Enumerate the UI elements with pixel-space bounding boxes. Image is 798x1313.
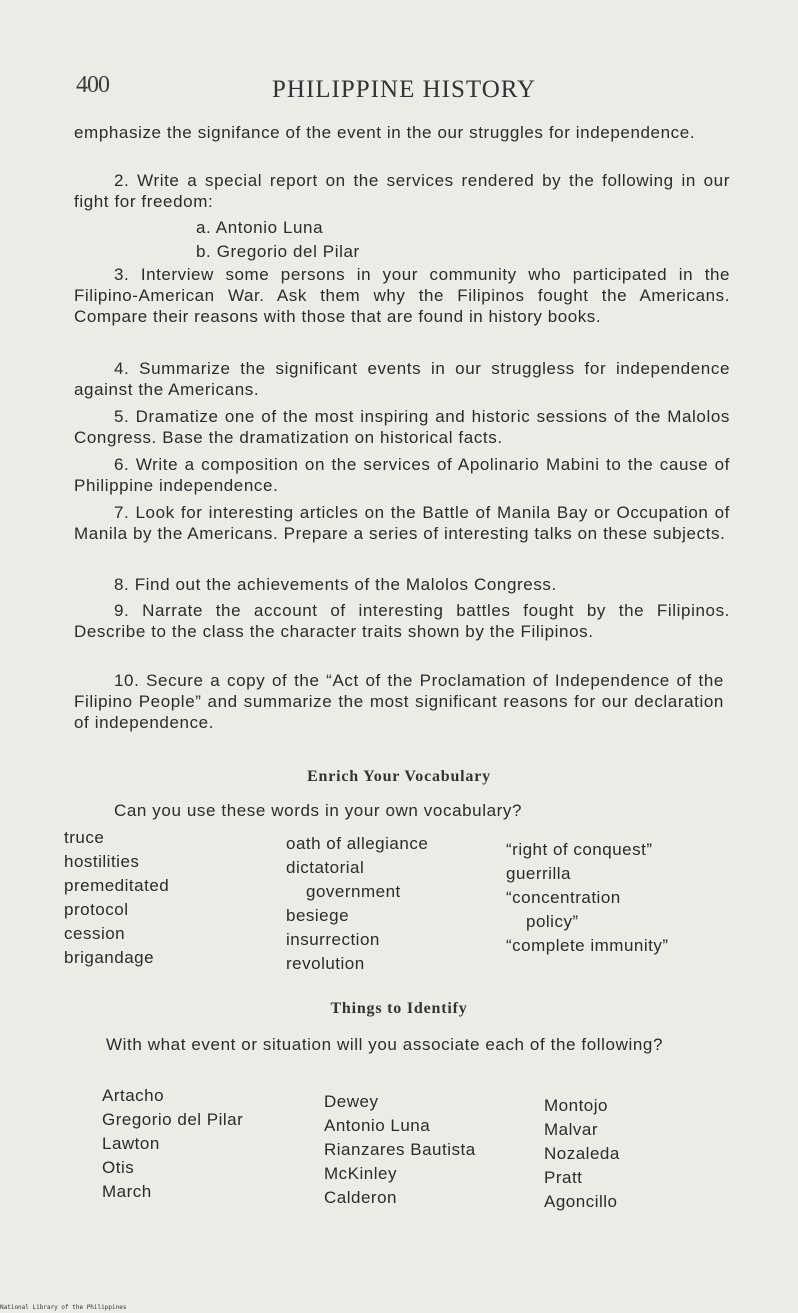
running-title: PHILIPPINE HISTORY [272, 76, 537, 103]
identify-term: Nozaleda [544, 1144, 620, 1163]
identify-term: March [102, 1182, 152, 1201]
identify-heading: Things to Identify [330, 1000, 468, 1017]
vocabulary-word: revolution [286, 954, 365, 973]
identify-column-2 [324, 1090, 476, 1210]
exercise-item-10: 10. Secure a copy of the “Act of the Proclamation of Independence of the Filipino People” and summarize the most significant reasons for our declaration of independence. [74, 671, 724, 732]
identify-term: Rianzares Bautista [324, 1140, 476, 1159]
identify-term: Otis [102, 1158, 135, 1177]
exercise-item-2a: a. Antonio Luna [196, 218, 324, 237]
identify-prompt: With what event or situation will you associate each of the following? [106, 1035, 663, 1054]
identify-term: Dewey [324, 1092, 379, 1111]
vocabulary-column-3 [506, 838, 669, 958]
exercise-item-4: 4. Summarize the significant events in our struggless for independence against the Americans. [74, 359, 730, 399]
exercise-item-3: 3. Interview some persons in your community who participated in the Filipino-American War. Ask them why the Filipinos fought the Americans. Compare their reasons with those that are found in history books. [74, 265, 730, 326]
identify-term: McKinley [324, 1164, 397, 1183]
exercise-item-6: 6. Write a composition on the services of Apolinario Mabini to the cause of Philippine independence. [74, 455, 730, 495]
vocabulary-word: cession [64, 924, 126, 943]
exercise-item-9: 9. Narrate the account of interesting battles fought by the Filipinos. Describe to the class the character traits shown by the Filipinos. [74, 601, 730, 641]
library-credit: National Library of the Philippines [0, 1304, 127, 1311]
exercise-intro: emphasize the signifance of the event in the our struggles for independence. [74, 123, 696, 142]
vocabulary-word: protocol [64, 900, 129, 919]
vocabulary-column-2 [286, 832, 428, 976]
exercise-item-2b: b. Gregorio del Pilar [196, 242, 360, 261]
vocabulary-column-1 [64, 826, 169, 970]
identify-term: Antonio Luna [324, 1116, 431, 1135]
exercise-item-2: 2. Write a special report on the services rendered by the following in our fight for freedom: [74, 171, 730, 211]
vocabulary-word: insurrection [286, 930, 380, 949]
vocabulary-word: besiege [286, 906, 350, 925]
identify-term: Malvar [544, 1120, 599, 1139]
page-number: 400 [76, 72, 109, 98]
identify-term: Montojo [544, 1096, 608, 1115]
vocabulary-word: “complete immunity” [506, 936, 669, 955]
vocabulary-word: “concentration [506, 888, 621, 907]
vocabulary-word: dictatorial [286, 858, 365, 877]
vocabulary-word: “right of conquest” [506, 840, 653, 859]
vocabulary-word: oath of allegiance [286, 834, 429, 853]
identify-term: Gregorio del Pilar [102, 1110, 244, 1129]
exercise-item-8: 8. Find out the achievements of the Malolos Congress. [114, 575, 557, 594]
vocabulary-word: premeditated [64, 876, 170, 895]
identify-term: Pratt [544, 1168, 583, 1187]
vocabulary-word: brigandage [64, 948, 155, 967]
exercise-item-7: 7. Look for interesting articles on the Battle of Manila Bay or Occupation of Manila by the Americans. Prepare a series of interesting talks on these subjects. [74, 503, 730, 543]
identify-term: Artacho [102, 1086, 165, 1105]
identify-term: Agoncillo [544, 1192, 618, 1211]
vocabulary-word: government [306, 882, 401, 901]
identify-column-3 [544, 1094, 620, 1214]
exercise-item-5: 5. Dramatize one of the most inspiring and historic sessions of the Malolos Congress. Base the dramatization on historical facts. [74, 407, 730, 447]
vocabulary-word: truce [64, 828, 105, 847]
identify-term: Calderon [324, 1188, 397, 1207]
vocabulary-word: hostilities [64, 852, 140, 871]
vocabulary-heading: Enrich Your Vocabulary [307, 768, 491, 785]
vocabulary-word: policy” [526, 912, 579, 931]
identify-term: Lawton [102, 1134, 160, 1153]
vocabulary-prompt: Can you use these words in your own vocabulary? [114, 801, 523, 820]
identify-column-1 [102, 1084, 243, 1204]
vocabulary-word: guerrilla [506, 864, 571, 883]
